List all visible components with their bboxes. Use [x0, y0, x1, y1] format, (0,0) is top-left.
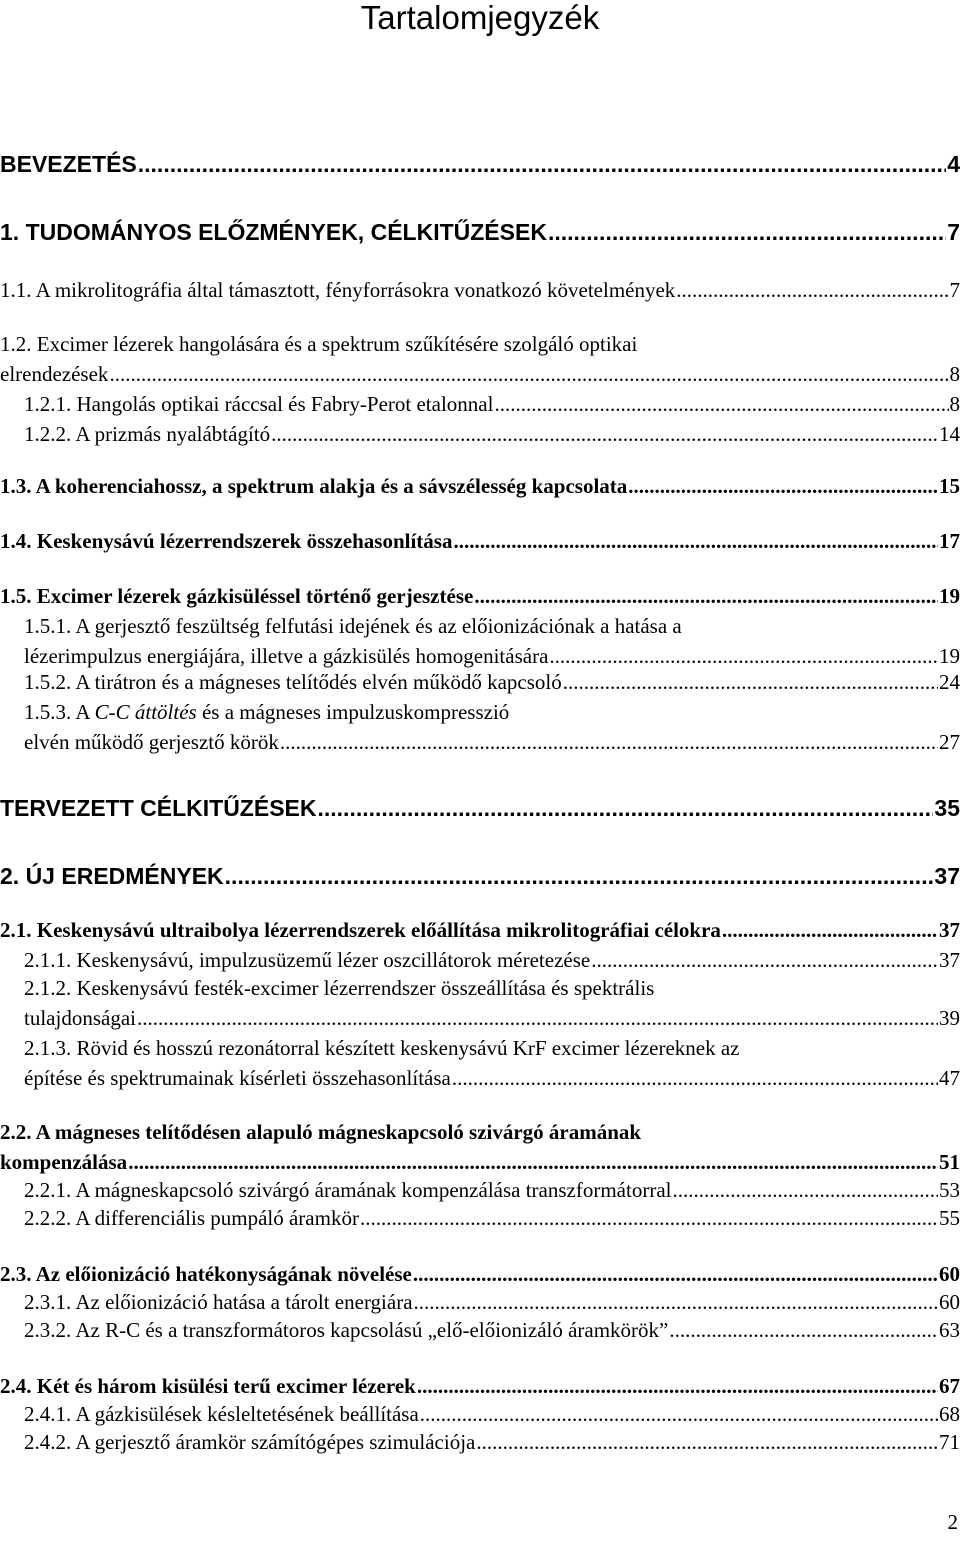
toc-page-number: 60: [939, 1290, 960, 1314]
toc-entry-text: 1.1. A mikrolitográfia által támasztott, fényforrásokra vonatkozó követelmények: [0, 278, 676, 302]
toc-entry-2-1-3[interactable]: [0, 1036, 960, 1090]
toc-entry-text: 1.2. Excimer lézerek hangolására és a spektrum szűkítésére szolgáló optikai: [0, 332, 638, 356]
toc-entry-italic-text: C-C áttöltés: [94, 700, 197, 724]
toc-entry-text: elrendezések: [0, 362, 109, 386]
toc-page-number: 4: [947, 151, 960, 177]
dot-leader: [563, 670, 938, 694]
toc-page-number: 24: [939, 670, 960, 694]
toc-page-number: 37: [939, 948, 960, 972]
dot-leader: [420, 1402, 938, 1426]
toc-entry-text: 1. TUDOMÁNYOS ELŐZMÉNYEK, CÉLKITŰZÉSEK: [0, 219, 547, 245]
dot-leader: [138, 150, 946, 178]
dot-leader: [271, 422, 938, 446]
toc-entry-2-4-2[interactable]: [0, 1430, 960, 1454]
toc-entry-text: 2.3. Az előionizáció hatékonyságának növelése: [0, 1262, 412, 1286]
toc-entry-text: 2.1. Keskenysávú ultraibolya lézerrendszerek előállítása mikrolitográfiai célokra: [0, 918, 721, 942]
toc-page-number: 53: [939, 1178, 960, 1202]
toc-entry-text: 1.5.1. A gerjesztő feszültség felfutási idejének és az előionizációnak a hatása a: [24, 614, 682, 638]
toc-entry-text: 2.2.1. A mágneskapcsoló szivárgó áramának kompenzálása transzformátorral: [24, 1178, 672, 1202]
toc-page-number: 68: [939, 1402, 960, 1426]
toc-page-number: 8: [949, 392, 960, 416]
toc-entry-tervezett[interactable]: [0, 794, 960, 822]
toc-entry-text: TERVEZETT CÉLKITŰZÉSEK: [0, 795, 317, 821]
toc-entry-text: 2.3.1. Az előionizáció hatása a tárolt energiára: [24, 1290, 413, 1314]
dot-leader: [669, 1318, 938, 1342]
dot-leader: [494, 392, 948, 416]
toc-entry-2-3-1[interactable]: [0, 1290, 960, 1314]
toc-entry-text: 1.2.2. A prizmás nyalábtágító: [24, 422, 271, 446]
dot-leader: [225, 862, 934, 890]
toc-entry-text: 2.1.3. Rövid és hosszú rezonátorral készített keskenysávú KrF excimer lézereknek az: [24, 1036, 740, 1060]
page-number: 2: [947, 1510, 958, 1534]
toc-entry-text: 2. ÚJ EREDMÉNYEK: [0, 863, 224, 889]
toc-entry-text: 1.3. A koherenciahossz, a spektrum alakja és a sávszélesség kapcsolata: [0, 474, 628, 498]
dot-leader: [414, 1290, 938, 1314]
toc-page-number: 71: [939, 1430, 960, 1454]
dot-leader: [109, 362, 948, 386]
toc-entry-text: BEVEZETÉS: [0, 151, 137, 177]
toc-entry-text: és a mágneses impulzuskompresszió: [196, 700, 510, 724]
toc-page-number: 8: [949, 362, 960, 386]
dot-leader: [628, 474, 938, 498]
toc-page-number: 35: [934, 795, 960, 821]
toc-entry-1[interactable]: [0, 218, 960, 246]
toc-entry-text: 2.4.1. A gázkisülések késleltetésének beállítása: [24, 1402, 419, 1426]
toc-entry-2-4[interactable]: [0, 1374, 960, 1398]
dot-leader: [549, 644, 938, 668]
toc-entry-text: 1.2.1. Hangolás optikai ráccsal és Fabry-Perot etalonnal: [24, 392, 494, 416]
dot-leader: [318, 794, 934, 822]
toc-entry-2-1-2[interactable]: [0, 976, 960, 1030]
toc-page-number: 7: [947, 219, 960, 245]
toc-entry-2-3[interactable]: [0, 1262, 960, 1286]
dot-leader: [360, 1206, 938, 1230]
toc-page-number: 14: [939, 422, 960, 446]
toc-entry-1-5-2[interactable]: [0, 670, 960, 694]
dot-leader: [453, 529, 938, 553]
dot-leader: [137, 1006, 938, 1030]
toc-entry-1-4[interactable]: [0, 529, 960, 553]
toc-entry-1-1[interactable]: [0, 278, 960, 302]
toc-entry-text: 2.2.2. A differenciális pumpáló áramkör: [24, 1206, 359, 1230]
dot-leader: [474, 584, 938, 608]
dot-leader: [280, 730, 938, 754]
toc-page-number: 60: [939, 1262, 960, 1286]
dot-leader: [413, 1262, 938, 1286]
toc-entry-2-1-1[interactable]: [0, 948, 960, 972]
toc-entry-bevezetes[interactable]: [0, 150, 960, 178]
toc-entry-text: tulajdonságai: [24, 1006, 136, 1030]
toc-entry-1-2[interactable]: [0, 332, 960, 386]
toc-entry-2-2[interactable]: [0, 1120, 960, 1174]
toc-page-number: 51: [939, 1150, 960, 1174]
toc-entry-2-2-2[interactable]: [0, 1206, 960, 1230]
dot-leader: [548, 218, 946, 246]
toc-entry-2[interactable]: [0, 862, 960, 890]
toc-entry-text: lézerimpulzus energiájára, illetve a gázkisülés homogenitására: [24, 644, 549, 668]
toc-page-number: 47: [939, 1066, 960, 1090]
toc-page-number: 15: [939, 474, 960, 498]
toc-entry-text: 1.4. Keskenysávú lézerrendszerek összehasonlítása: [0, 529, 453, 553]
dot-leader: [722, 918, 938, 942]
toc-page-number: 39: [939, 1006, 960, 1030]
toc-entry-text: 2.1.2. Keskenysávú festék-excimer lézerrendszer összeállítása és spektrális: [24, 976, 655, 1000]
toc-entry-2-2-1[interactable]: [0, 1178, 960, 1202]
toc-page-number: 37: [939, 918, 960, 942]
toc-page-number: 37: [934, 863, 960, 889]
toc-entry-text: 1.5.3. A: [24, 700, 95, 724]
toc-page-number: 19: [939, 584, 960, 608]
toc-entry-2-1[interactable]: [0, 918, 960, 942]
toc-entry-1-3[interactable]: [0, 474, 960, 498]
toc-entry-text: 2.1.1. Keskenysávú, impulzusüzemű lézer oszcillátorok méretezése: [24, 948, 591, 972]
dot-leader: [676, 278, 948, 302]
toc-entry-1-5-3[interactable]: [0, 700, 960, 754]
toc-entry-1-2-1[interactable]: [0, 392, 960, 416]
toc-entry-text: 2.2. A mágneses telítődésen alapuló mágneskapcsoló szivárgó áramának: [0, 1120, 642, 1144]
toc-entry-text: 2.4.2. A gerjesztő áramkör számítógépes szimulációja: [24, 1430, 476, 1454]
toc-page-number: 7: [949, 278, 960, 302]
toc-page-number: 27: [939, 730, 960, 754]
toc-entry-text: elvén működő gerjesztő körök: [24, 730, 279, 754]
dot-leader: [452, 1066, 938, 1090]
dot-leader: [128, 1150, 938, 1174]
toc-entry-2-3-2[interactable]: [0, 1318, 960, 1342]
toc-entry-1-2-2[interactable]: [0, 422, 960, 446]
toc-page-number: 19: [939, 644, 960, 668]
toc-entry-text: 2.4. Két és három kisülési terű excimer lézerek: [0, 1374, 416, 1398]
toc-page-number: 63: [939, 1318, 960, 1342]
dot-leader: [672, 1178, 938, 1202]
toc-entry-text: 1.5. Excimer lézerek gázkisüléssel történő gerjesztése: [0, 584, 474, 608]
page-title: Tartalomjegyzék: [360, 0, 600, 36]
toc-page-number: 17: [939, 529, 960, 553]
toc-entry-text: 2.3.2. Az R-C és a transzformátoros kapcsolású „elő-előionizáló áramkörök”: [24, 1318, 669, 1342]
toc-entry-1-5-1[interactable]: [0, 614, 960, 668]
toc-entry-2-4-1[interactable]: [0, 1402, 960, 1426]
toc-entry-text: 1.5.2. A tirátron és a mágneses telítődés elvén működő kapcsoló: [24, 670, 562, 694]
toc-page-number: 67: [939, 1374, 960, 1398]
dot-leader: [476, 1430, 938, 1454]
toc-entry-text: építése és spektrumainak kísérleti összehasonlítása: [24, 1066, 451, 1090]
dot-leader: [417, 1374, 938, 1398]
dot-leader: [591, 948, 938, 972]
toc-page-number: 55: [939, 1206, 960, 1230]
toc-entry-text: kompenzálása: [0, 1150, 128, 1174]
toc-entry-1-5[interactable]: [0, 584, 960, 608]
